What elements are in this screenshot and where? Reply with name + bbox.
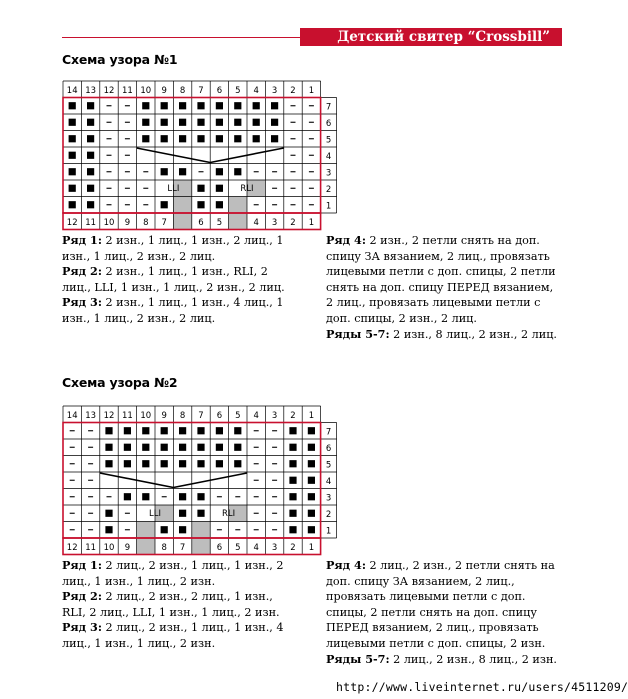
knit-stitch bbox=[87, 152, 94, 159]
knit-stitch bbox=[234, 119, 241, 126]
knit-stitch bbox=[105, 460, 112, 467]
column-number: 2 bbox=[290, 542, 296, 553]
gray-cell bbox=[173, 213, 191, 229]
knit-stitch bbox=[179, 119, 186, 126]
knit-stitch bbox=[234, 460, 241, 467]
knit-stitch bbox=[271, 119, 278, 126]
column-number: 12 bbox=[66, 217, 78, 228]
row-label: Ряд 4: bbox=[326, 233, 366, 247]
knit-stitch bbox=[87, 168, 94, 175]
row-number: 1 bbox=[325, 526, 332, 537]
knit-stitch bbox=[142, 102, 149, 109]
column-number: 3 bbox=[271, 410, 278, 421]
row-instruction bbox=[62, 558, 294, 589]
column-number: 3 bbox=[271, 217, 278, 228]
knit-stitch bbox=[216, 460, 223, 467]
knit-stitch bbox=[179, 135, 186, 142]
column-number: 6 bbox=[216, 542, 223, 553]
column-number: 7 bbox=[198, 85, 204, 96]
column-number: 8 bbox=[179, 410, 186, 421]
row-number: 7 bbox=[325, 102, 332, 113]
row-label: Ряд 1: bbox=[62, 558, 102, 572]
source-url[interactable]: http://www.liveinternet.ru/users/4511209/ bbox=[336, 680, 628, 694]
column-number: 9 bbox=[124, 542, 131, 553]
column-number: 6 bbox=[198, 217, 204, 228]
knit-stitch bbox=[69, 135, 76, 142]
column-number: 8 bbox=[179, 85, 186, 96]
column-number: 8 bbox=[143, 217, 149, 228]
knit-stitch bbox=[124, 444, 131, 451]
column-number: 11 bbox=[85, 542, 96, 553]
knit-stitch bbox=[161, 102, 168, 109]
column-number: 2 bbox=[290, 410, 296, 421]
header-banner: Детский свитер “Crossbill” bbox=[300, 28, 562, 46]
knit-stitch bbox=[234, 135, 241, 142]
gray-cell bbox=[229, 213, 247, 229]
knit-stitch bbox=[289, 493, 296, 500]
row-instruction bbox=[62, 620, 294, 651]
knit-stitch bbox=[197, 444, 204, 451]
column-number: 13 bbox=[85, 85, 96, 96]
knit-stitch bbox=[161, 526, 168, 533]
knit-stitch bbox=[179, 444, 186, 451]
knit-stitch bbox=[124, 460, 131, 467]
column-number: 10 bbox=[140, 85, 152, 96]
knit-stitch bbox=[271, 135, 278, 142]
knit-stitch bbox=[253, 102, 260, 109]
knit-stitch bbox=[69, 102, 76, 109]
knit-stitch bbox=[289, 526, 296, 533]
row-number: 4 bbox=[325, 476, 332, 487]
knit-stitch bbox=[161, 444, 168, 451]
knit-stitch bbox=[87, 119, 94, 126]
knit-stitch bbox=[161, 201, 168, 208]
knit-stitch bbox=[179, 427, 186, 434]
rli-symbol: RLI bbox=[240, 184, 254, 195]
knitting-chart-1 bbox=[62, 80, 338, 231]
column-number: 4 bbox=[253, 85, 259, 96]
column-number: 2 bbox=[290, 217, 296, 228]
knit-stitch bbox=[161, 135, 168, 142]
lli-symbol: LLI bbox=[149, 509, 161, 520]
gray-cell bbox=[137, 521, 155, 537]
knit-stitch bbox=[142, 493, 149, 500]
knit-stitch bbox=[69, 185, 76, 192]
knit-stitch bbox=[289, 510, 296, 517]
gray-cell bbox=[137, 538, 155, 554]
column-number: 7 bbox=[198, 410, 204, 421]
knit-stitch bbox=[105, 427, 112, 434]
knit-stitch bbox=[197, 119, 204, 126]
knit-stitch bbox=[197, 102, 204, 109]
knit-stitch bbox=[179, 168, 186, 175]
knit-stitch bbox=[124, 493, 131, 500]
column-number: 10 bbox=[103, 542, 115, 553]
row-number: 3 bbox=[325, 168, 332, 179]
row-instruction bbox=[326, 558, 558, 652]
row-instruction bbox=[326, 233, 558, 327]
knit-stitch bbox=[161, 119, 168, 126]
row-number: 5 bbox=[325, 460, 332, 471]
row-text: 2 изн., 1 лиц., 1 изн., RLI, 2 лиц., LLI, 1 изн., 1 лиц., 2 изн., 2 лиц. bbox=[62, 265, 285, 294]
knit-stitch bbox=[308, 477, 315, 484]
knit-stitch bbox=[289, 477, 296, 484]
knit-stitch bbox=[87, 135, 94, 142]
row-text: 2 изн., 2 петли снять на доп. спицу ЗА вязанием, 2 лиц., провязать лицевыми петли с доп. спицы, 2 петли снять на доп. спицу ПЕРЕД вязанием, 2 лиц., провязать лицевыми петли с доп. спицы, 2 изн., 2 лиц. bbox=[326, 234, 556, 325]
knit-stitch bbox=[105, 444, 112, 451]
knit-stitch bbox=[216, 119, 223, 126]
knit-stitch bbox=[142, 460, 149, 467]
knit-stitch bbox=[87, 185, 94, 192]
knit-stitch bbox=[216, 201, 223, 208]
column-number: 12 bbox=[103, 410, 115, 421]
row-number: 7 bbox=[325, 427, 332, 438]
knit-stitch bbox=[216, 427, 223, 434]
row-instruction bbox=[326, 652, 558, 668]
row-number: 3 bbox=[325, 493, 332, 504]
chart-2-title: Схема узора №2 bbox=[62, 375, 178, 390]
knit-stitch bbox=[234, 444, 241, 451]
chart-2-rows-right bbox=[326, 558, 558, 667]
knit-stitch bbox=[308, 493, 315, 500]
row-number: 6 bbox=[325, 443, 332, 454]
row-label: Ряд 2: bbox=[62, 264, 102, 279]
column-number: 7 bbox=[179, 542, 186, 553]
knit-stitch bbox=[69, 119, 76, 126]
row-label: Ряд 2: bbox=[62, 589, 102, 604]
knit-stitch bbox=[69, 152, 76, 159]
knit-stitch bbox=[216, 135, 223, 142]
row-instruction bbox=[62, 264, 294, 295]
row-number: 2 bbox=[325, 184, 332, 195]
row-label: Ряды 5-7: bbox=[326, 326, 390, 341]
knit-stitch bbox=[105, 526, 112, 533]
row-number: 6 bbox=[325, 118, 332, 129]
row-instruction bbox=[62, 589, 294, 620]
column-number: 11 bbox=[122, 85, 133, 96]
column-number: 12 bbox=[103, 85, 115, 96]
knit-stitch bbox=[197, 510, 204, 517]
knit-stitch bbox=[87, 102, 94, 109]
row-text: 2 лиц., 2 изн., 1 лиц., 1 изн., 2 лиц., 1 изн., 1 лиц., 2 изн. bbox=[62, 559, 284, 588]
knit-stitch bbox=[289, 427, 296, 434]
column-number: 4 bbox=[253, 217, 259, 228]
knit-stitch bbox=[161, 168, 168, 175]
knit-stitch bbox=[197, 135, 204, 142]
row-text: 2 изн., 8 лиц., 2 изн., 2 лиц. bbox=[389, 327, 557, 341]
knit-stitch bbox=[105, 510, 112, 517]
knit-stitch bbox=[253, 119, 260, 126]
row-label: Ряд 3: bbox=[62, 295, 102, 310]
row-label: Ряд 1: bbox=[62, 233, 102, 247]
knit-stitch bbox=[142, 444, 149, 451]
knit-stitch bbox=[216, 444, 223, 451]
knit-stitch bbox=[142, 427, 149, 434]
lli-symbol: LLI bbox=[167, 184, 180, 195]
chart-2-rows-left bbox=[62, 558, 294, 652]
column-number: 11 bbox=[122, 410, 133, 421]
knit-stitch bbox=[289, 460, 296, 467]
column-number: 2 bbox=[290, 85, 296, 96]
row-text: 2 лиц., 2 изн., 2 петли снять на доп. спицу ЗА вязанием, 2 лиц., провязать лицевыми петли с доп. спицы, 2 петли снять на доп. спицу ПЕРЕД вязанием, 2 лиц., провязать лицевыми петли с доп. спицы, 2 изн. bbox=[326, 559, 555, 650]
knit-stitch bbox=[197, 493, 204, 500]
knit-stitch bbox=[234, 102, 241, 109]
knit-stitch bbox=[179, 526, 186, 533]
knit-stitch bbox=[161, 427, 168, 434]
column-number: 5 bbox=[235, 85, 241, 96]
column-number: 1 bbox=[308, 217, 315, 228]
column-number: 1 bbox=[308, 410, 315, 421]
gray-cell bbox=[229, 196, 247, 212]
knit-stitch bbox=[197, 460, 204, 467]
knit-stitch bbox=[289, 444, 296, 451]
row-number: 2 bbox=[325, 509, 332, 520]
knit-stitch bbox=[179, 510, 186, 517]
knit-stitch bbox=[161, 460, 168, 467]
knit-stitch bbox=[69, 201, 76, 208]
column-number: 1 bbox=[308, 85, 315, 96]
row-label: Ряды 5-7: bbox=[326, 651, 390, 666]
column-number: 4 bbox=[253, 542, 259, 553]
knit-stitch bbox=[234, 168, 241, 175]
column-number: 9 bbox=[124, 217, 131, 228]
column-number: 6 bbox=[216, 85, 223, 96]
row-text: 2 лиц., 2 изн., 1 лиц., 1 изн., 4 лиц., 1 изн., 1 лиц., 2 изн. bbox=[62, 621, 284, 650]
knit-stitch bbox=[308, 510, 315, 517]
column-number: 8 bbox=[161, 542, 167, 553]
chart-grid-svg bbox=[62, 405, 338, 556]
knit-stitch bbox=[253, 135, 260, 142]
knit-stitch bbox=[197, 427, 204, 434]
column-number: 5 bbox=[216, 217, 223, 228]
column-number: 13 bbox=[85, 410, 96, 421]
knitting-chart-2 bbox=[62, 405, 338, 556]
rli-symbol: RLI bbox=[222, 509, 236, 520]
knit-stitch bbox=[308, 444, 315, 451]
column-number: 3 bbox=[271, 85, 278, 96]
column-number: 11 bbox=[85, 217, 96, 228]
row-instruction bbox=[62, 233, 294, 264]
column-number: 1 bbox=[308, 542, 315, 553]
row-text: 2 лиц., 2 изн., 2 лиц., 1 изн., RLI, 2 лиц., LLI, 1 изн., 1 лиц., 2 изн. bbox=[62, 590, 280, 619]
knit-stitch bbox=[142, 135, 149, 142]
knit-stitch bbox=[69, 168, 76, 175]
column-number: 6 bbox=[216, 410, 223, 421]
gray-cell bbox=[192, 538, 210, 554]
row-text: 2 изн., 1 лиц., 1 изн., 2 лиц., 1 изн., 1 лиц., 2 изн., 2 лиц. bbox=[62, 234, 284, 263]
knit-stitch bbox=[308, 526, 315, 533]
knit-stitch bbox=[308, 427, 315, 434]
knit-stitch bbox=[124, 427, 131, 434]
column-number: 10 bbox=[103, 217, 115, 228]
knit-stitch bbox=[308, 460, 315, 467]
knit-stitch bbox=[234, 427, 241, 434]
chart-grid-svg bbox=[62, 80, 338, 231]
gray-cell bbox=[173, 196, 191, 212]
column-number: 9 bbox=[161, 410, 167, 421]
row-number: 1 bbox=[325, 201, 332, 212]
knit-stitch bbox=[179, 493, 186, 500]
row-number: 5 bbox=[325, 135, 332, 146]
row-text: 2 лиц., 2 изн., 8 лиц., 2 изн. bbox=[389, 652, 557, 666]
row-label: Ряд 3: bbox=[62, 620, 102, 635]
chart-1-title: Схема узора №1 bbox=[62, 52, 178, 67]
row-label: Ряд 4: bbox=[326, 558, 366, 572]
knit-stitch bbox=[271, 102, 278, 109]
row-number: 4 bbox=[325, 151, 332, 162]
knit-stitch bbox=[142, 119, 149, 126]
gray-cell bbox=[192, 521, 210, 537]
column-number: 7 bbox=[161, 217, 167, 228]
knit-stitch bbox=[179, 102, 186, 109]
column-number: 10 bbox=[140, 410, 152, 421]
chart-1-rows-left bbox=[62, 233, 294, 327]
knit-stitch bbox=[179, 460, 186, 467]
column-number: 3 bbox=[271, 542, 278, 553]
row-instruction bbox=[326, 327, 558, 343]
column-number: 9 bbox=[161, 85, 167, 96]
row-text: 2 изн., 1 лиц., 1 изн., 4 лиц., 1 изн., 1 лиц., 2 изн., 2 лиц. bbox=[62, 296, 284, 325]
column-number: 5 bbox=[235, 410, 241, 421]
chart-1-rows-right bbox=[326, 233, 558, 342]
knit-stitch bbox=[197, 185, 204, 192]
column-number: 14 bbox=[66, 410, 78, 421]
column-number: 12 bbox=[66, 542, 78, 553]
column-number: 5 bbox=[235, 542, 241, 553]
knit-stitch bbox=[87, 201, 94, 208]
knit-stitch bbox=[216, 185, 223, 192]
column-number: 4 bbox=[253, 410, 259, 421]
knit-stitch bbox=[216, 102, 223, 109]
knit-stitch bbox=[216, 168, 223, 175]
row-instruction bbox=[62, 295, 294, 326]
column-number: 14 bbox=[66, 85, 78, 96]
knit-stitch bbox=[197, 201, 204, 208]
